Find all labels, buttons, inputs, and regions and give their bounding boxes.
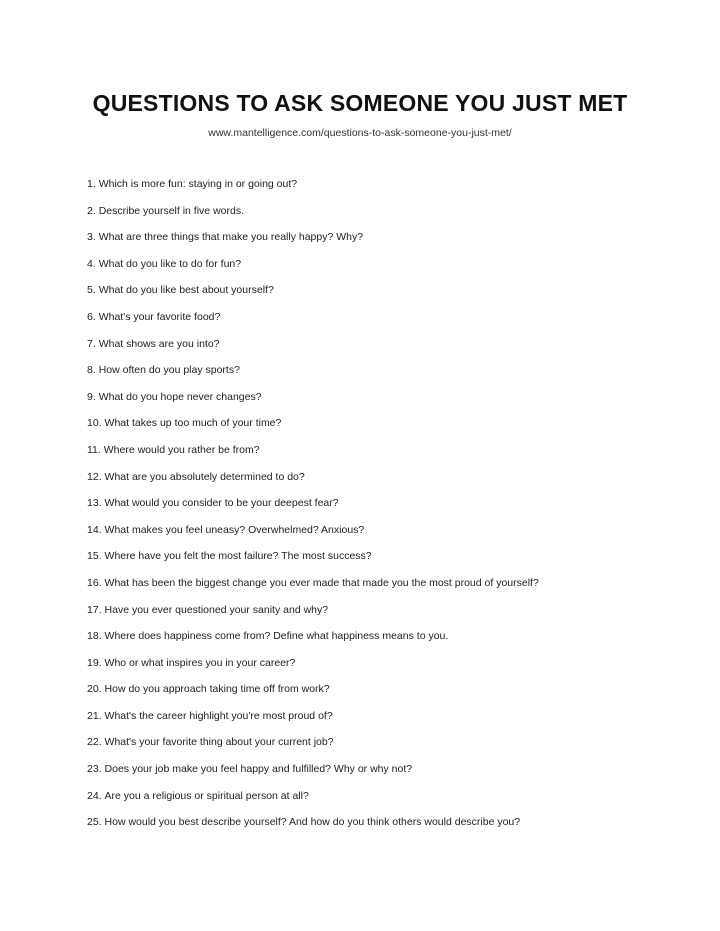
question-text: What are three things that make you really happy? Why?	[98, 231, 364, 244]
source-url: www.mantelligence.com/questions-to-ask-someone-you-just-met/	[208, 127, 512, 139]
question-number: 23 .	[87, 762, 105, 776]
question-number: 18 .	[87, 629, 105, 643]
question-number: 3 .	[87, 230, 99, 244]
question-item	[87, 656, 687, 683]
question-number: 8 .	[87, 363, 99, 377]
question-text: Where does happiness come from? Define what happiness means to you.	[104, 630, 449, 643]
question-text: Who or what inspires you in your career?	[104, 656, 296, 669]
question-number: 22 .	[87, 735, 105, 749]
question-item	[87, 789, 687, 816]
question-number: 11 .	[87, 443, 104, 457]
question-text: How often do you play sports?	[98, 364, 240, 377]
question-text: What shows are you into?	[98, 337, 220, 350]
question-number: 16 .	[87, 576, 105, 590]
question-text: Have you ever questioned your sanity and why?	[104, 603, 329, 616]
question-item	[87, 709, 687, 736]
question-number: 24 .	[87, 789, 105, 803]
question-number: 19 .	[87, 656, 105, 670]
question-text: What takes up too much of your time?	[104, 417, 282, 430]
question-text: What do you hope never changes?	[98, 390, 262, 403]
question-item	[87, 283, 687, 310]
question-text: What would you consider to be your deepest fear?	[104, 497, 339, 510]
question-item	[87, 443, 687, 470]
page-title: QUESTIONS TO ASK SOMEONE YOU JUST MET	[92, 90, 628, 116]
question-text: What's your favorite thing about your current job?	[104, 736, 334, 749]
question-number: 14 .	[87, 523, 105, 537]
question-item	[87, 735, 687, 762]
question-number: 1 .	[87, 177, 99, 191]
question-item	[87, 682, 687, 709]
question-number: 5 .	[87, 283, 99, 297]
question-number: 12 .	[87, 470, 105, 484]
question-number: 9 .	[87, 390, 99, 404]
question-item	[87, 576, 687, 603]
question-number: 25 .	[87, 815, 105, 829]
question-item	[87, 629, 687, 656]
question-item	[87, 523, 687, 550]
question-number: 20 .	[87, 682, 105, 696]
question-item	[87, 762, 687, 789]
question-item	[87, 230, 687, 257]
question-number: 15 .	[87, 549, 105, 563]
question-text: What do you like best about yourself?	[98, 284, 274, 297]
question-number: 17 .	[87, 603, 105, 617]
question-number: 2 .	[87, 204, 99, 218]
question-text: Describe yourself in five words.	[98, 204, 244, 217]
question-item	[87, 337, 687, 364]
question-text: What makes you feel uneasy? Overwhelmed? Anxious?	[104, 523, 365, 536]
question-item	[87, 363, 687, 390]
question-text: What do you like to do for fun?	[98, 257, 242, 270]
question-number: 13 .	[87, 496, 105, 510]
question-item	[87, 496, 687, 523]
question-item	[87, 470, 687, 497]
question-number: 6 .	[87, 310, 99, 324]
question-number: 21 .	[87, 709, 105, 723]
question-text: How do you approach taking time off from work?	[104, 683, 330, 696]
question-item	[87, 177, 687, 204]
question-item	[87, 257, 687, 284]
question-text: Where would you rather be from?	[103, 443, 260, 456]
question-text: What's your favorite food?	[98, 310, 221, 323]
question-number: 4 .	[87, 257, 99, 271]
question-item	[87, 416, 687, 443]
question-number: 7 .	[87, 337, 99, 351]
question-text: What has been the biggest change you ever made that made you the most proud of yourself?	[104, 576, 539, 589]
question-item	[87, 815, 687, 842]
question-item	[87, 390, 687, 417]
question-item	[87, 603, 687, 630]
question-number: 10 .	[87, 416, 105, 430]
question-text: Where have you felt the most failure? The most success?	[104, 550, 372, 563]
question-text: What are you absolutely determined to do?	[104, 470, 305, 483]
question-text: Which is more fun: staying in or going out?	[98, 178, 298, 190]
question-item	[87, 310, 687, 337]
question-text: Does your job make you feel happy and fulfilled? Why or why not?	[104, 763, 413, 776]
question-item	[87, 204, 687, 231]
question-text: What's the career highlight you're most proud of?	[104, 709, 333, 722]
question-text: How would you best describe yourself? And how do you think others would describe you?	[104, 816, 521, 829]
question-item	[87, 549, 687, 576]
question-list	[87, 177, 687, 842]
question-text: Are you a religious or spiritual person at all?	[104, 789, 309, 802]
